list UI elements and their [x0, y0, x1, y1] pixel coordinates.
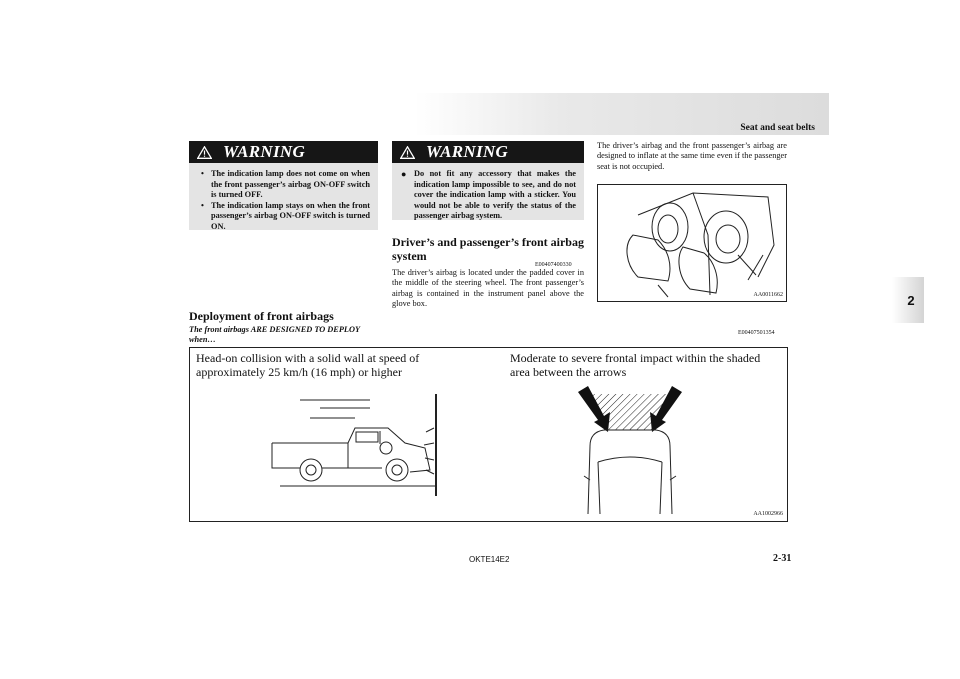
section-heading-deployment: Deployment of front airbags — [189, 309, 334, 323]
figure-label: AA0011662 — [753, 292, 783, 298]
warning-header — [392, 141, 584, 163]
section-code: E00407400330 — [535, 262, 572, 268]
head-on-caption: Head-on collision with a solid wall at speed of approximately 25 km/h (16 mph) or higher — [196, 351, 420, 379]
footer-code: OKTE14E2 — [469, 555, 510, 564]
deployment-subtitle: The front airbags ARE DESIGNED TO DEPLOY when… — [189, 325, 360, 345]
chapter-tab: 2 — [892, 277, 924, 323]
front-airbag-body: The driver’s airbag is located under the padded cover in the middle of the steering wheel. The front passenger’s airbag is contained in the instrument panel above the glove box. — [392, 268, 584, 309]
warning-header — [189, 141, 378, 163]
warning-title: WARNING — [223, 142, 306, 161]
warning-list — [189, 163, 378, 238]
warning-box-middle — [392, 141, 584, 220]
frontal-impact-caption: Moderate to severe frontal impact within the shaded area between the arrows — [510, 351, 761, 379]
warning-item: ● Do not fit any accessory that makes the indication lamp impossible to see, and do not cover the indication lamp with a sticker. You would not be able to verify the status of the passenger airbag system. — [414, 169, 576, 222]
warning-box-left — [189, 141, 378, 230]
deployment-figure — [189, 347, 788, 522]
warning-title: WARNING — [426, 142, 509, 161]
warning-triangle-icon — [396, 141, 418, 163]
truck-collision-illustration — [260, 388, 450, 498]
airbag-illustration — [597, 184, 787, 302]
warning-list — [392, 163, 584, 227]
section-code-deployment: E00407501354 — [738, 330, 775, 336]
page-number: 2-31 — [773, 553, 792, 564]
section-heading-front-airbag: Driver’s and passenger’s front airbag system — [392, 235, 584, 263]
figure-label: AA1002966 — [753, 511, 783, 517]
right-column-body: The driver’s airbag and the front passenger’s airbag are designed to inflate at the same time even if the passenger seat is not occupied. — [597, 141, 787, 171]
frontal-impact-illustration — [560, 386, 700, 514]
warning-item: • The indication lamp stays on when the front passenger’s airbag ON-OFF switch is turned ON. — [211, 201, 370, 233]
warning-item: • The indication lamp does not come on when the front passenger’s airbag ON-OFF switch is turned OFF. — [211, 169, 370, 201]
header-title: Seat and seat belts — [740, 123, 815, 133]
warning-triangle-icon — [193, 141, 215, 163]
